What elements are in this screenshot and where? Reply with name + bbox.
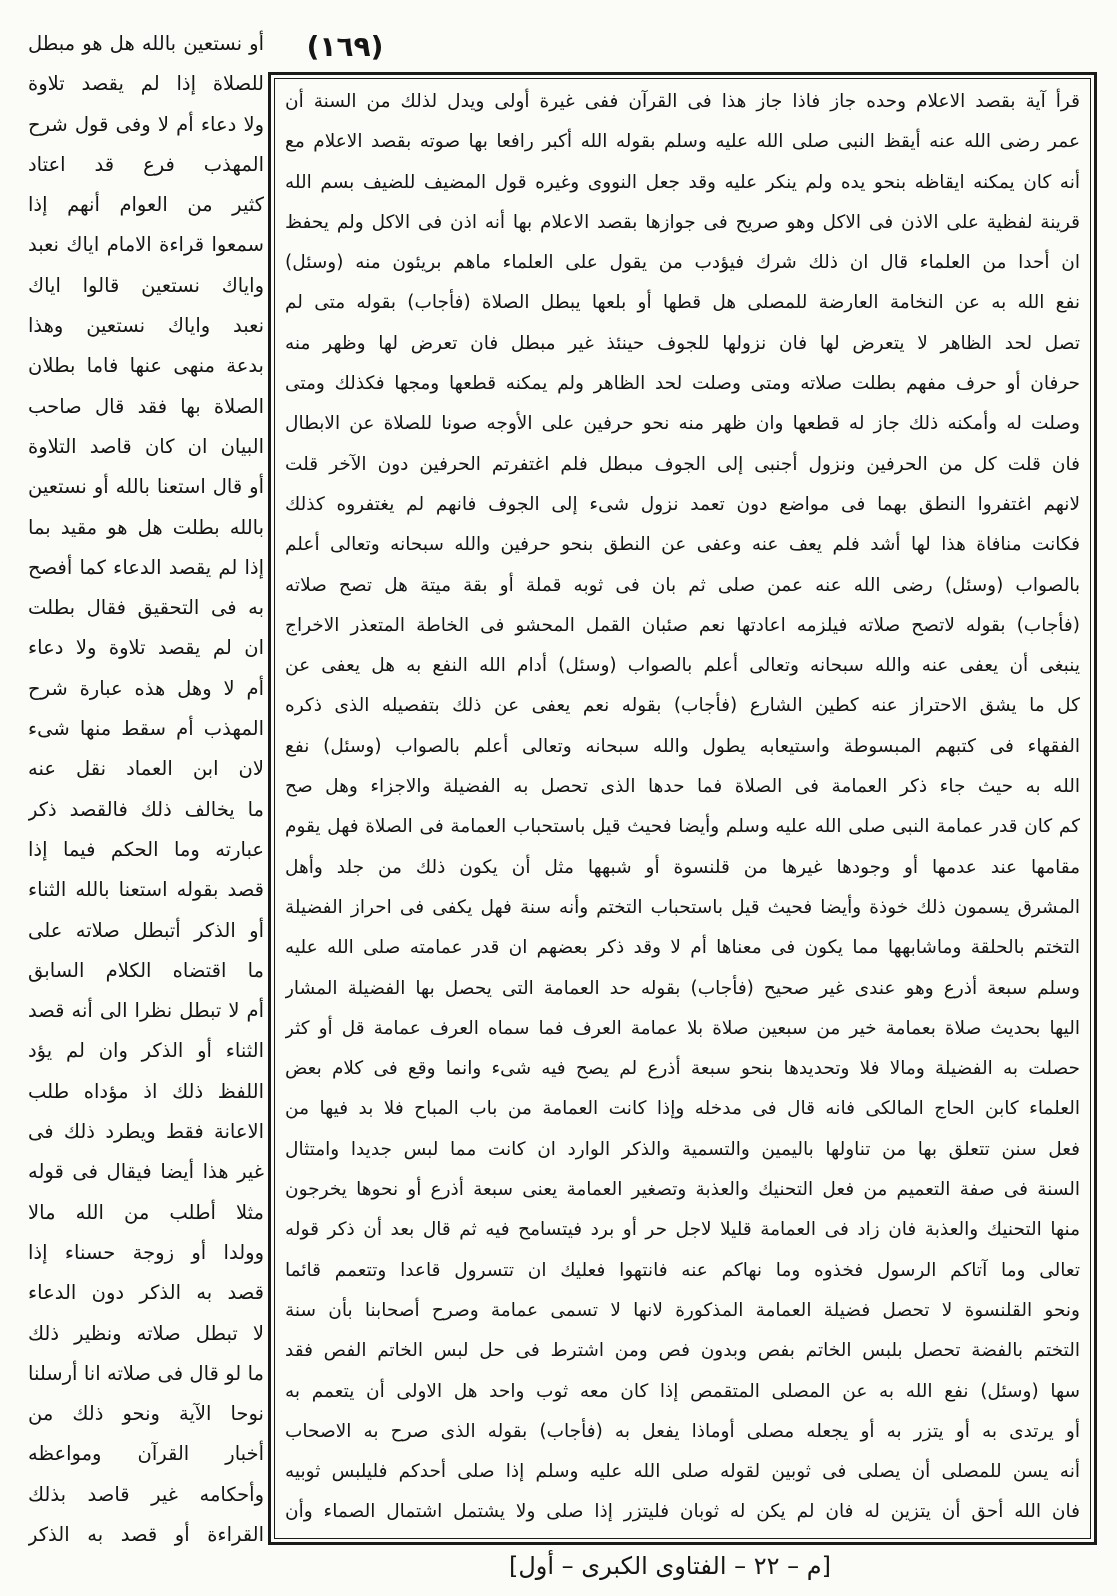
main-text-line: التختم بالحلقة وماشابهها مما يكون فى معناها أم لا وقد ذكر بعضهم ان قدر عمامته صلى الله عليه xyxy=(285,937,1080,959)
margin-note-line: وولدا أو زوجة حسناء إذا xyxy=(28,1240,264,1264)
main-text-line: قرأ آية بقصد الاعلام وحده جاز فاذا جاز هذا فى القرآن ففى غيرة أولى ويدل لذلك من السنة أن xyxy=(285,91,1080,112)
margin-note-line: أو قال استعنا بالله أو نستعين xyxy=(28,475,264,499)
margin-note-line: المهذب أم سقط منها شىء xyxy=(28,717,264,741)
main-text-line: مقامها عند عدمها أو وجودها غيرها من قلنسوة أو شبهها مثل أن يكون ذلك من جلد وأهل xyxy=(285,856,1080,878)
margin-note-line: سمعوا قراءة الامام اياك نعبد xyxy=(28,233,264,257)
main-text-line: كم كان قدر عمامة النبى صلى الله عليه وسلم وأيضا فحيث قيل باستحباب العمامة فى الصلاة فهل يقوم xyxy=(285,816,1080,838)
margin-note-line: إذا لم يقصد الدعاء كما أفصح xyxy=(28,555,264,579)
margin-note-line: أو نستعين بالله هل هو مبطل xyxy=(28,32,264,55)
margin-note-line: واياك نستعين قالوا اياك xyxy=(28,273,264,297)
margin-note-line: لا تبطل صلاته ونظير ذلك xyxy=(28,1321,264,1345)
margin-note-line: ما لو قال فى صلاته انا أرسلنا xyxy=(28,1361,264,1385)
margin-note-line: ولا دعاء أم لا وفى قول شرح xyxy=(28,112,264,136)
margin-note-line: الثناء أو الذكر وان لم يؤد xyxy=(28,1039,264,1063)
margin-note-line: وأحكامه غير قاصد بذلك xyxy=(28,1482,264,1506)
margin-note-line: أخبار القرآن ومواعظه xyxy=(28,1442,264,1466)
margin-note-line: ما اقتضاه الكلام السابق xyxy=(28,958,264,982)
main-text-line: حرفان أو حرف مفهم بطلت صلاته ومتى وصلت لحد الظاهر ولم يمكنه قطعها ومجها فكذلك ومتى xyxy=(285,373,1080,395)
main-text-line: الله به حيث جاء ذكر العمامة فى الصلاة فما حدها الذى تحصل به الفضيلة والاجزاء وهل صح xyxy=(285,776,1080,798)
margin-note-line: بالله بطلت هل هو مقيد بما xyxy=(28,515,264,539)
margin-note-line: المهذب فرع قد اعتاد xyxy=(28,152,264,176)
margin-note xyxy=(28,24,264,1555)
main-text-inner-border xyxy=(274,78,1091,1539)
main-text-line: لانهم اغتفروا النطق بهما فى مواضع دون تعمد نزول شىء إلى الجوف فانهم لم يغتفروه كذلك xyxy=(285,493,1080,515)
margin-note-line: مثلا أطلب من الله مالا xyxy=(28,1200,264,1224)
main-text-line: أنه يسن للمصلى أن يصلى فى ثوبين لقوله صلى الله عليه وسلم إذا صلى أحدكم فليلبس ثوبيه xyxy=(285,1461,1080,1483)
margin-note-line: ما يخالف ذلك فالقصد ذكر xyxy=(28,797,264,821)
margin-note-line: القراءة أو قصد به الذكر xyxy=(28,1522,264,1546)
main-text-line: تصل لحد الظاهر لا يتعرض لها فان نزولها للجوف حينئذ غير مبطل فان تعرض لها وظهر منه xyxy=(285,332,1080,354)
margin-note-line: ان لم يقصد تلاوة ولا دعاء xyxy=(28,636,264,660)
main-text-line: ان أحدا من العلماء قال ان ذلك شرك فيؤدب من يقول على العلماء ماهم بريئون منه (وسئل) xyxy=(285,252,1080,274)
margin-note-line: نعبد واياك نستعين وهذا xyxy=(28,314,264,338)
main-text-line: كل ما يشق الاحتراز عنه كطين الشارع (فأجاب) بقوله نعم يعفى عن ذلك بتفصيله الذى ذكره xyxy=(285,695,1080,717)
margin-note-line: الاعانة فقط ويطرد ذلك فى xyxy=(28,1120,264,1144)
main-text-line: أنه كان يمكنه ايقاظه بنحو يده ولم ينكر عليه وقد جعل النووى وغيره قول المضيف للضيف بسم الله xyxy=(285,171,1080,193)
main-text-line: نفع الله به عن النخامة العارضة للمصلى هل قطها أو بلعها يبطل الصلاة (فأجاب) بقوله متى لم xyxy=(285,292,1080,314)
margin-note-line: قصد به الذكر دون الدعاء xyxy=(28,1281,264,1305)
main-text-line: الفقهاء فى كتبهم المبسوطة واستيعابه يطول والله سبحانه وتعالى أعلم بالصواب (وسئل) نفع xyxy=(285,735,1080,757)
main-text-line: فان الله أحق أن يتزين له فان لم يكن له ثوبان فليتزر إذا صلى ولا يشتمل اشتمال الصماء وأن xyxy=(285,1501,1080,1523)
main-text-line: العلماء كابن الحاج المالكى فانه قال فى مدخله وإذا كانت العمامة من باب المباح فلا بد فيها من xyxy=(285,1098,1080,1120)
main-text-line: فكانت منافاة هذا لها أشد فلم يعف عنه وعفى عن النطق بنحو حرفين والله سبحانه وتعالى أعلم xyxy=(285,534,1080,556)
main-text-line: وصلت له وأمكنه ذلك جاز له قطعها وان ظهر منه نحو حرفين على الأوجه صونا للصلاة عن الابطال xyxy=(285,413,1080,435)
margin-note-line: أو الذكر أتبطل صلاته على xyxy=(28,918,264,942)
main-text-line: أو يرتدى به أو يتزر به أو يجعله مصلى أوماذا يفعل به (فأجاب) بقوله الذى صرح به الاصحاب xyxy=(285,1420,1080,1442)
main-text-line: منها التحنيك والعذبة فان زاد فى العمامة قليلا لاجل حر أو برد فيتسامح فيه ثم قال بعد أن ذكر قوله xyxy=(285,1219,1080,1241)
main-text-line: ونحو القلنسوة لا تحصل فضيلة العمامة المذكورة لانها لا تسمى عمامة وصرح أصحابنا بأن سنة xyxy=(285,1299,1080,1321)
page-number: (١٦٩) xyxy=(306,30,384,63)
main-text-line: اليها بحديث صلاة بعمامة خير من سبعين صلاة بلا عمامة العرف فما سماه العرف عمامة قل أو كثر xyxy=(285,1017,1080,1039)
margin-note-line: نوحا الآية ونحو ذلك من xyxy=(28,1402,264,1426)
main-text-line: حصلت به الفضيلة ومالا فلا وتحديدها بنحو سبعة أذرع لم يصح فيه شىء وانما وقع فى كلام بعض xyxy=(285,1058,1080,1080)
margin-note-line: به فى التحقيق فقال بطلت xyxy=(28,596,264,620)
main-text-line: وسلم سبعة أذرع وهو عندى غير صحيح (فأجاب) بقوله حد العمامة التى يحصل بها الفضيلة المشار xyxy=(285,977,1080,999)
main-text-line: فعل سنن تتعلق بها من تناولها باليمين والتسمية والذكر الوارد ان كانت مما لبس جديدا وامتثال xyxy=(285,1138,1080,1160)
main-text-line: (فأجاب) بقوله لاتصح صلاته فيلزمه اعادتها نعم صئبان القمل المحشو فى الخاطة المتعذر الاخراج xyxy=(285,614,1080,636)
main-text xyxy=(285,82,1080,1533)
main-text-line: سها (وسئل) نفع الله به عن المصلى المتقمص إذا كان معه ثوب واحد هل الاولى أن يتعمم به xyxy=(285,1380,1080,1402)
main-text-line: تعالى وما آتاكم الرسول فخذوه وما نهاكم عنه فانتهوا فعليك ان تتسرول قاعدا وتتعمم قائما xyxy=(285,1259,1080,1281)
main-text-line: التختم بالفضة تحصل بلبس الخاتم بفص وبدون فص ومن اشترط فى حل لبس الخاتم الفص فقد xyxy=(285,1340,1080,1362)
main-text-line: المشرق يسمون ذلك خوذة وأيضا فحيث قيل باستحباب التختم وأنه سنة فهل يكفى فى احراز الفضيلة xyxy=(285,896,1080,918)
main-text-frame xyxy=(268,72,1097,1545)
main-text-line: عمر رضى الله عنه أيقظ النبى صلى الله عليه وسلم بقوله الله أكبر رافعا بها صوته بقصد الاعلام مع xyxy=(285,131,1080,153)
main-text-line: قرينة لفظية على الاذن فى الاكل وهو صريح فى جوازها بقصد الاعلام بها أنه اذن فى الاكل ولم يحفظ xyxy=(285,211,1080,233)
margin-note-line: كثير من العوام أنهم إذا xyxy=(28,193,264,217)
margin-note-line: بدعة منهى عنها فاما بطلان xyxy=(28,354,264,378)
main-text-line: السنة فى صفة التعميم من فعل التحنيك والعذبة وتصغير العمامة يعنى سبعة أذرع أو نحوها يخرجون xyxy=(285,1179,1080,1201)
margin-note-line: عبارته وما الحكم فيما إذا xyxy=(28,837,264,861)
margin-note-line: قصد بقوله استعنا بالله الثناء xyxy=(28,878,264,902)
margin-note-line: الصلاة بها فقد قال صاحب xyxy=(28,394,264,418)
margin-note-line: أم لا تبطل نظرا الى أنه قصد xyxy=(28,999,264,1023)
margin-note-line: للصلاة إذا لم يقصد تلاوة xyxy=(28,72,264,96)
main-text-line: ينبغى أن يعفى عنه والله سبحانه وتعالى أعلم بالصواب (وسئل) أدام الله النفع به هل يعفى عن xyxy=(285,655,1080,677)
main-text-line: بالصواب (وسئل) رضى الله عنه عمن صلى ثم بان فى ثوبه قملة أو بقة ميتة هل تصح صلاته xyxy=(285,574,1080,596)
margin-note-line: اللفظ ذلك اذ مؤداه طلب xyxy=(28,1079,264,1103)
main-text-line: فان قلت كل من الحرفين ونزول أجنبى إلى الجوف مبطل فلم اغتفرتم الحرفين دون الآخر قلت xyxy=(285,453,1080,475)
margin-note-line: أم لا وهل هذه عبارة شرح xyxy=(28,676,264,700)
page-footer-signature: [م – ٢٢ – الفتاوى الكبرى – أول] xyxy=(508,1552,832,1580)
margin-note-line: لان ابن العماد نقل عنه xyxy=(28,757,264,781)
margin-note-line: غير هذا أيضا فيقال فى قوله xyxy=(28,1160,264,1184)
margin-note-line: البيان ان كان قاصد التلاوة xyxy=(28,434,264,458)
